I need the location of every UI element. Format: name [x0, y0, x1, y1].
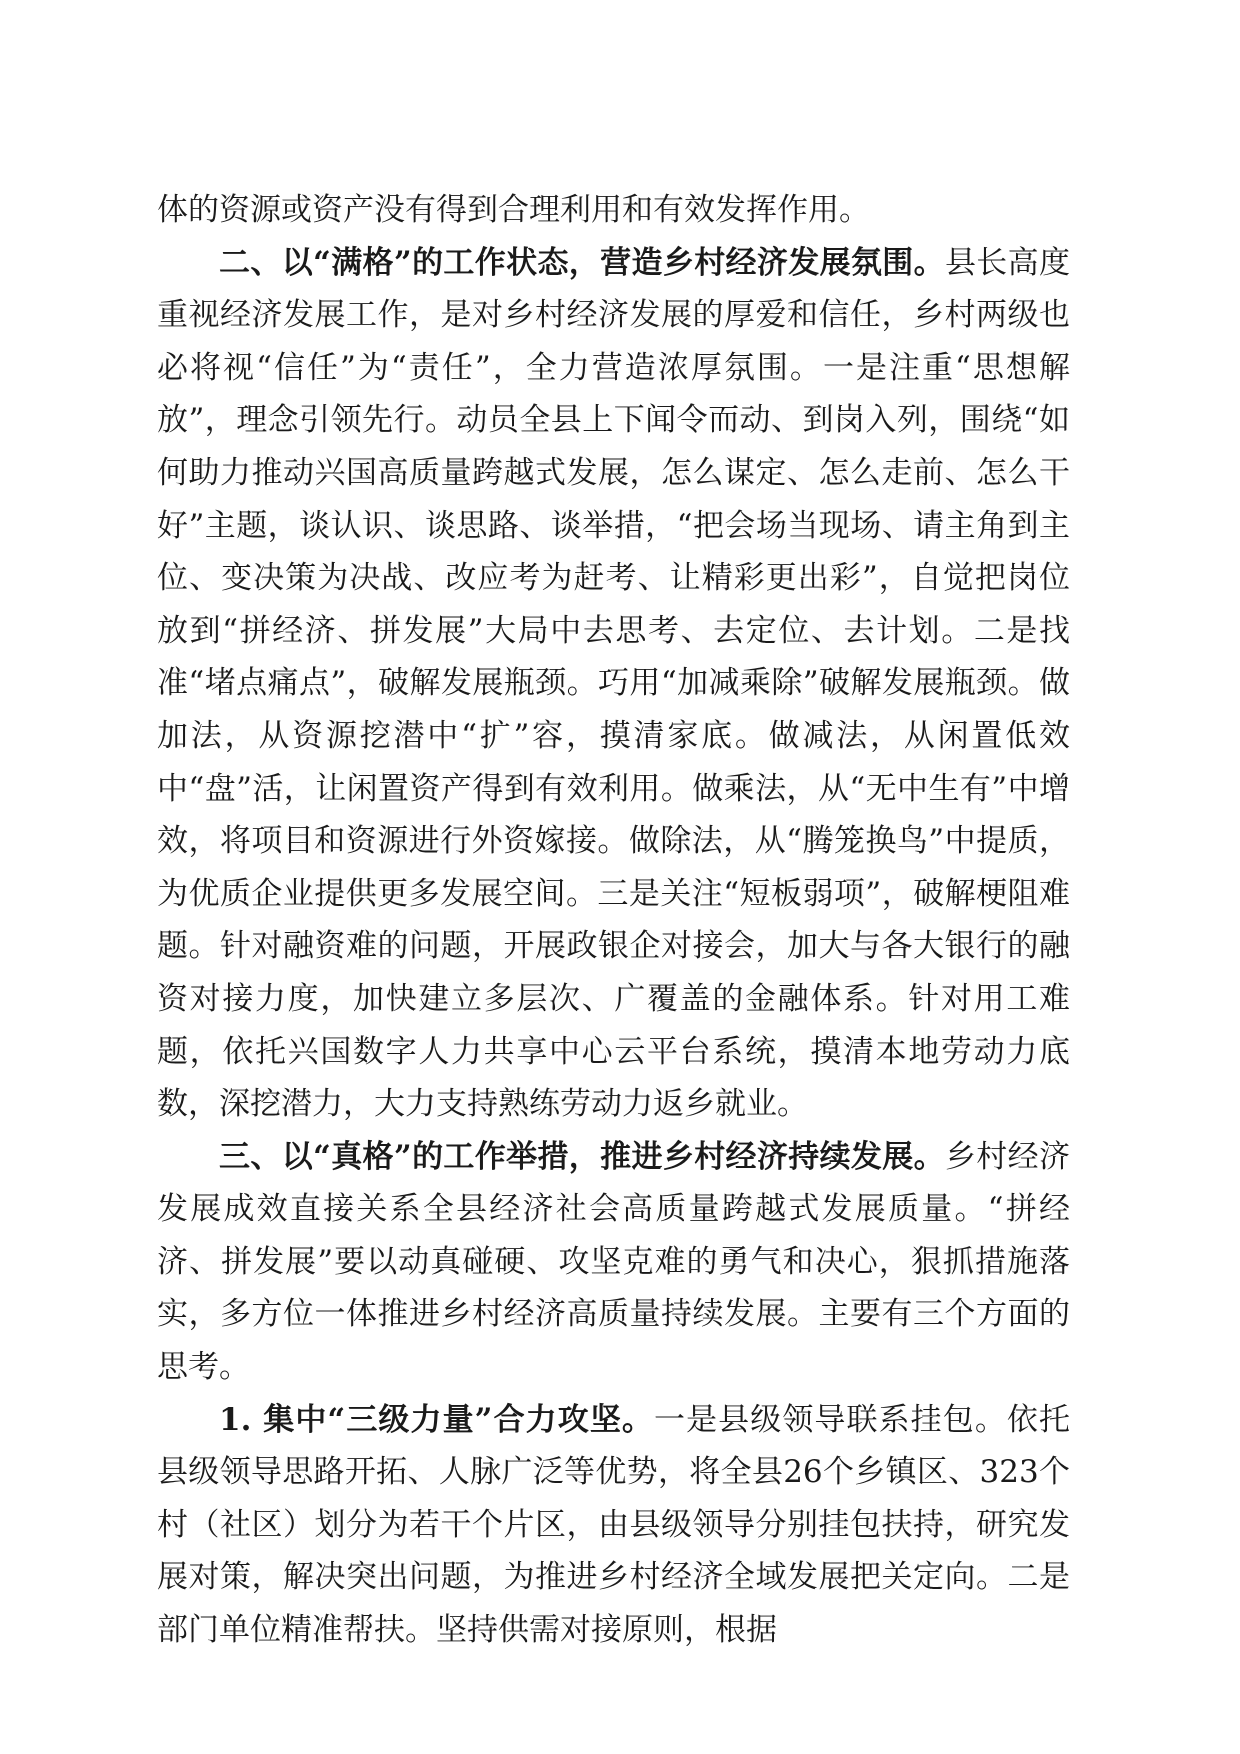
paragraph-subsection-1	[157, 1394, 1070, 1657]
document-body	[157, 184, 1070, 1657]
paragraph-section-3	[157, 1131, 1070, 1394]
paragraph-section-2	[157, 237, 1070, 1131]
section-heading-2: 二、以“满格”的工作状态，营造乡村经济发展氛围。	[219, 244, 945, 281]
paragraph-continuation: 体的资源或资产没有得到合理利用和有效发挥作用。	[157, 192, 870, 228]
subsection-heading-1: 1. 集中“三级力量”合力攻坚。	[219, 1401, 654, 1438]
subsection-body-1: 一是县级领导联系挂包。依托县级领导思路开拓、人脉广泛等优势，将全县26个乡镇区、323个村（社区）划分为若干个片区，由县级领导分别挂包扶持，研究发展对策，解决突出问题，为推进乡村经济全域发展把关定向。二是部门单位精准帮扶。坚持供需对接原则，根据	[157, 1401, 1071, 1649]
section-heading-3: 三、以“真格”的工作举措，推进乡村经济持续发展。	[219, 1138, 945, 1175]
section-body-2: 县长高度重视经济发展工作，是对乡村经济发展的厚爱和信任，乡村两级也必将视“信任”为“责任”，全力营造浓厚氛围。一是注重“思想解放”，理念引领先行。动员全县上下闻令而动、到岗入列，围绕“如何助力推动兴国高质量跨越式发展，怎么谋定、怎么走前、怎么干好”主题，谈认识、谈思路、谈举措，“把会场当现场、请主角到主位、变决策为决战、改应考为赶考、让精彩更出彩”，自觉把岗位放到“拼经济、拼发展”大局中去思考、去定位、去计划。二是找准“堵点痛点”，破解发展瓶颈。巧用“加减乘除”破解发展瓶颈。做加法，从资源挖潜中“扩”容，摸清家底。做减法，从闲置低效中“盘”活，让闲置资产得到有效利用。做乘法，从“无中生有”中增效，将项目和资源进行外资嫁接。做除法，从“腾笼换鸟”中提质，为优质企业提供更多发展空间。三是关注“短板弱项”，破解梗阻难题。针对融资难的问题，开展政银企对接会，加大与各大银行的融资对接力度，加快建立多层次、广覆盖的金融体系。针对用工难题，依托兴国数字人力共享中心云平台系统，摸清本地劳动力底数，深挖潜力，大力支持熟练劳动力返乡就业。	[157, 244, 1070, 1123]
section-body-3: 乡村经济发展成效直接关系全县经济社会高质量跨越式发展质量。“拼经济、拼发展”要以动真碰硬、攻坚克难的勇气和决心，狠抓措施落实，多方位一体推进乡村经济高质量持续发展。主要有三个方面的思考。	[157, 1138, 1070, 1386]
